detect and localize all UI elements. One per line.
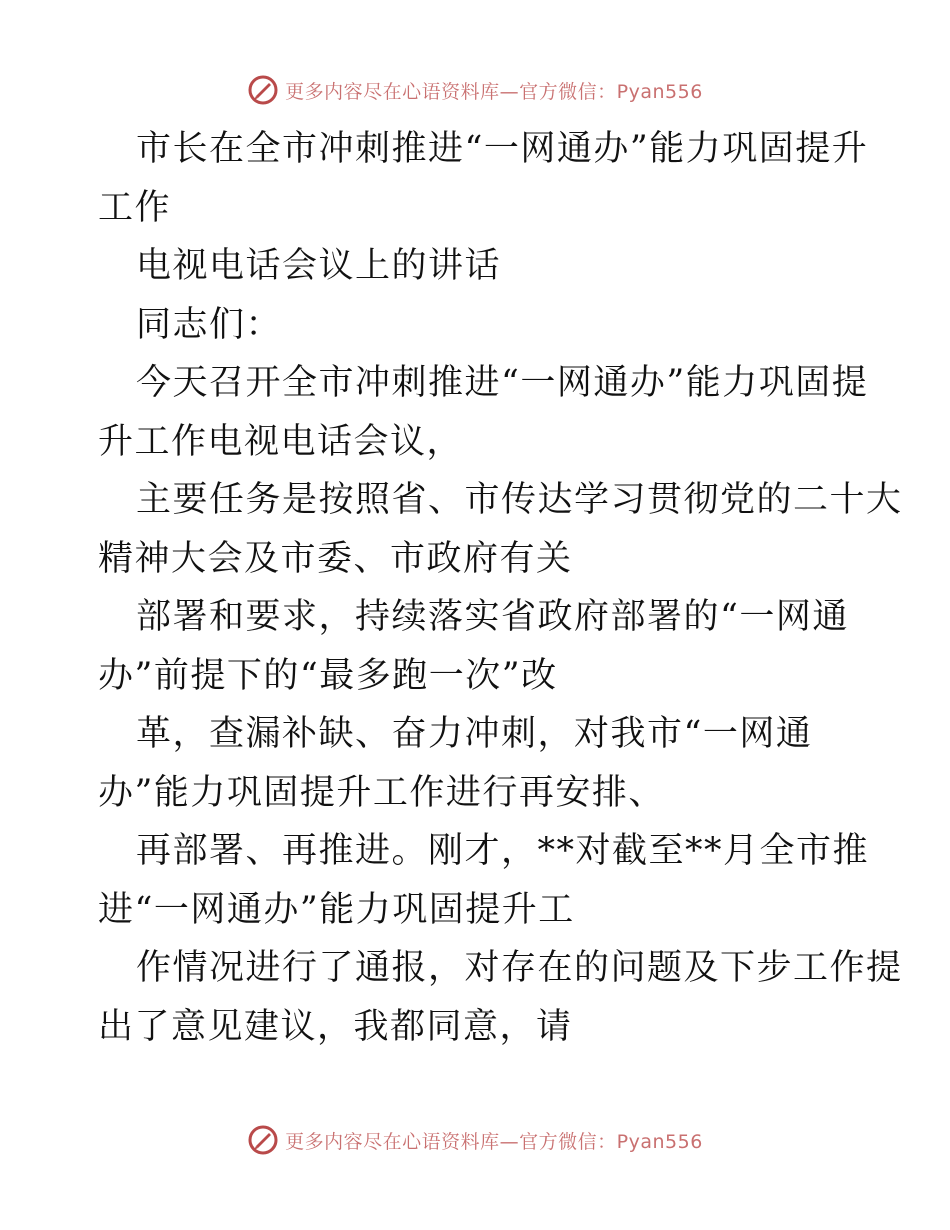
pen-logo-icon <box>247 1124 279 1156</box>
text-line: 作情况进行了通报，对存在的问题及下步工作提 <box>136 948 903 988</box>
text-line: 同志们： <box>136 304 283 345</box>
watermark-footer <box>0 1124 950 1156</box>
watermark-text: 更多内容尽在心语资料库—官方微信：Pyan556 <box>285 1130 703 1153</box>
text-line: 市长在全市冲刺推进“一网通办”能力巩固提升 <box>136 129 869 169</box>
pen-logo-icon <box>247 74 279 106</box>
document-body <box>98 120 903 1056</box>
text-line: 电视电话会议上的讲话 <box>136 246 502 286</box>
text-line: 部署和要求，持续落实省政府部署的“一网通 <box>136 597 849 637</box>
text-line: 主要任务是按照省、市传达学习贯彻党的二十大 <box>136 480 903 520</box>
watermark-header <box>0 74 950 106</box>
text-line: 出了意见建议，我都同意，请 <box>98 1006 573 1047</box>
text-line: 再部署、再推进。刚才，**对截至**月全市推 <box>136 831 870 871</box>
text-line: 精神大会及市委、市政府有关 <box>98 538 573 579</box>
text-line: 升工作电视电话会议， <box>98 421 464 462</box>
text-line: 办”前提下的“最多跑一次”改 <box>98 655 558 696</box>
text-line: 工作 <box>98 187 172 228</box>
text-line: 革，查漏补缺、奋力冲刺，对我市“一网通 <box>136 714 813 754</box>
text-line: 进“一网通办”能力巩固提升工 <box>98 889 575 930</box>
text-line: 今天召开全市冲刺推进“一网通办”能力巩固提 <box>136 363 869 403</box>
text-line: 办”能力巩固提升工作进行再安排、 <box>98 772 665 813</box>
watermark-text: 更多内容尽在心语资料库—官方微信：Pyan556 <box>285 80 703 103</box>
